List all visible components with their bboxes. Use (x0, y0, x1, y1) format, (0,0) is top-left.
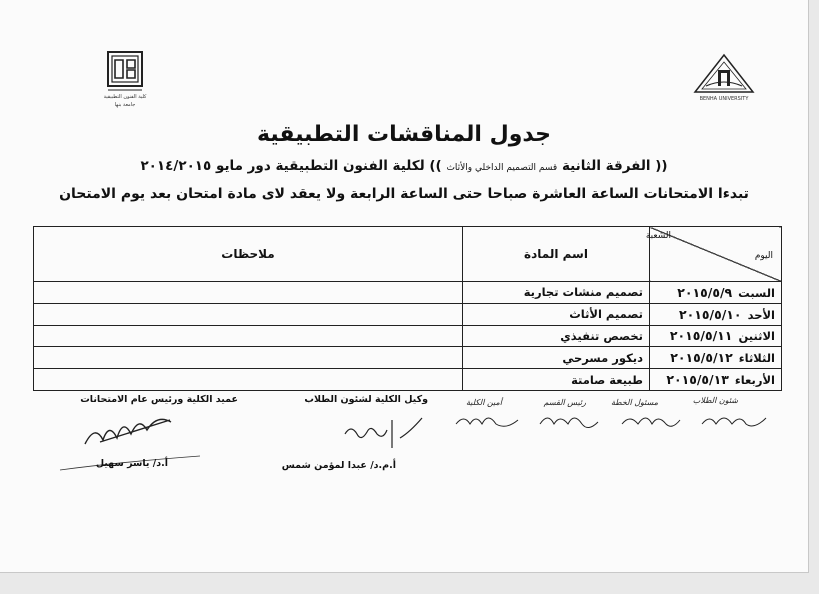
vice-dean-name: أ.م.د/ عبدا لمؤمن شمس (281, 460, 396, 471)
row-notes (34, 303, 463, 325)
subtitle-part1: (( الفرقة الثانية (561, 158, 668, 174)
header-day: اليوم (754, 251, 773, 261)
row-subject: طبيعة صامتة (463, 369, 650, 391)
row-date: ٢٠١٥/٥/١٢ (670, 350, 733, 366)
row-day-cell (650, 369, 782, 391)
header-division: الشعبة (645, 231, 671, 241)
vice-dean-signature (340, 412, 430, 452)
plan-officer-label: مسئول الخطة (611, 398, 658, 407)
row-day: الأحد (747, 307, 775, 322)
subtitle-part2: )) لكلية الفنون التطبيقية دور مايو ٢٠١٤/٢٠١٥ (140, 158, 442, 174)
header-day-division (645, 227, 782, 282)
row-day-cell (650, 282, 782, 304)
row-subject: تصميم منشات تجارية (463, 282, 650, 304)
table-header-row (34, 227, 782, 282)
dean-signature (80, 412, 190, 450)
table-row (34, 369, 782, 391)
row-date: ٢٠١٥/٥/١٣ (666, 372, 729, 388)
signatures-area (0, 394, 808, 484)
row-day-cell (650, 325, 782, 347)
dean-name: أ.د/ ياسر سهيل (95, 458, 168, 469)
header-subject: اسم المادة (463, 227, 650, 282)
table-row (34, 347, 782, 369)
row-day: الثلاثاء (738, 351, 775, 366)
row-date: ٢٠١٥/٥/٩ (677, 284, 733, 300)
college-secretary-label: أمين الكلية (466, 398, 502, 407)
vice-dean-title: وكيل الكلية لشئون الطلاب (304, 394, 428, 405)
row-notes (34, 282, 463, 304)
committee-signatures (452, 406, 782, 432)
subtitle-department: قسم التصميم الداخلي والأثاث (446, 163, 558, 173)
row-subject: تصميم الأثاث (463, 303, 650, 325)
row-day: السبت (738, 285, 775, 300)
row-date: ٢٠١٥/٥/١٠ (679, 306, 742, 322)
row-date: ٢٠١٥/٥/١١ (669, 328, 733, 344)
page-subtitle (0, 158, 808, 174)
exam-notice: تبدءا الامتحانات الساعة العاشرة صباحا حتى الساعة الرابعة ولا يعقد لاى مادة امتحان بعد يوم الامتحان (59, 186, 749, 202)
faculty-logo-caption-1: كلية الفنون التطبيقية (103, 94, 147, 100)
row-day: الأربعاء (734, 373, 775, 388)
header-notes: ملاحظات (34, 227, 463, 282)
exam-schedule-table (33, 226, 782, 391)
row-day-cell (650, 347, 782, 369)
page-title: جدول المناقشات التطبيقية (257, 122, 551, 147)
row-subject: ديكور مسرحي (463, 347, 650, 369)
row-notes (34, 347, 463, 369)
student-affairs-label: شئون الطلاب (692, 396, 738, 405)
faculty-logo-caption-2: جامعة بنها (114, 102, 136, 108)
head-of-dept-label: رئيس القسم (543, 398, 586, 407)
row-notes (34, 325, 463, 347)
dean-title: عميد الكلية ورئيس عام الامتحانات (80, 394, 238, 405)
table-row (34, 282, 782, 304)
table-row (34, 303, 782, 325)
row-notes (34, 369, 463, 391)
row-day: الاثنين (738, 329, 775, 344)
row-day-cell (650, 303, 782, 325)
university-logo-mark (692, 52, 756, 98)
university-logo-caption: BENHA UNIVERSITY (699, 96, 749, 102)
university-logo (692, 52, 756, 108)
table-row (34, 325, 782, 347)
row-subject: تخصص تنفيذي (463, 325, 650, 347)
faculty-logo (100, 48, 150, 124)
